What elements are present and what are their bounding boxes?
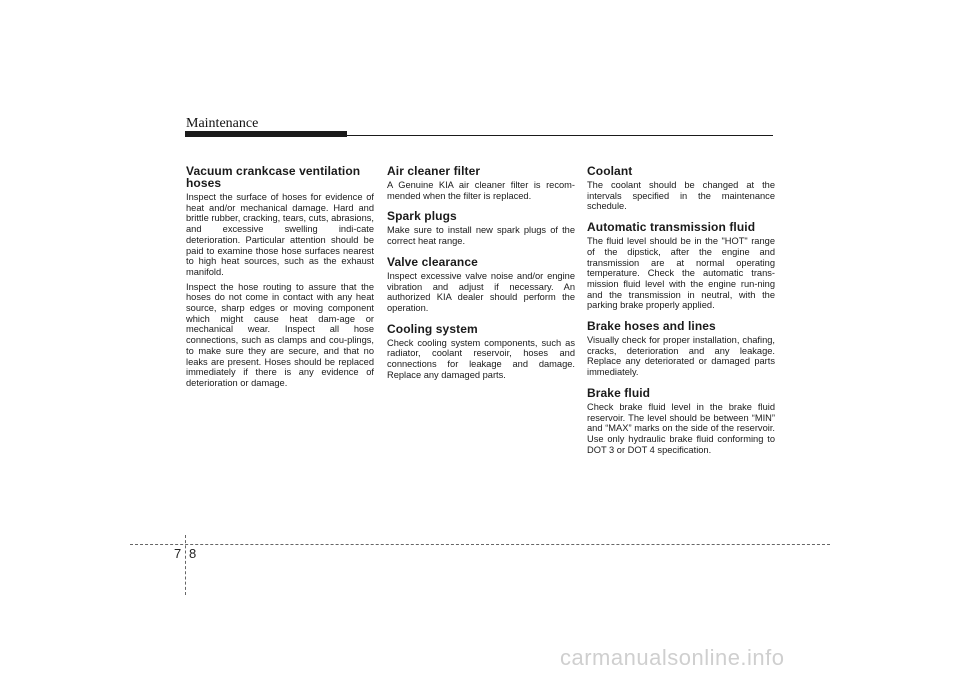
section-vacuum-hoses [186, 165, 374, 389]
section-spark-plugs [387, 210, 575, 246]
section-heading: Air cleaner filter [387, 164, 481, 178]
column-1 [186, 165, 374, 398]
section-heading: Coolant [587, 164, 633, 178]
section-paragraph: Check brake fluid level in the brake fluid reservoir. The level should be between “MIN” and “MAX” marks on the side of the reservoir. Use only hydraulic brake fluid conforming to DOT 3 or DOT 4 specification. [587, 401, 775, 455]
chapter-number: 7 [174, 546, 182, 561]
section-heading: Brake fluid [587, 385, 651, 400]
column-3 [587, 165, 775, 464]
section-paragraph: Inspect the surface of hoses for evidence of heat and/or mechanical damage. Hard and brittle rubber, cracking, tears, cuts, abrasions, and excessive swelling indi-cate deterioration. Particular attention should be paid to examine those hose surfaces nearest to high heat sources, such as the exhaust manifold. [186, 192, 374, 277]
footer-vertical-rule [185, 535, 186, 595]
page-number: 8 [189, 546, 197, 561]
section-paragraph: Visually check for proper installation, chafing, cracks, deterioration and any leakage. Replace any deteriorated or damaged parts immediately. [587, 335, 775, 378]
section-paragraph: The fluid level should be in the "HOT" range of the dipstick, after the engine and transmission are at normal operating temperature. Check the automatic trans-mission fluid level with the engine run-ning and the transmission in neutral, with the parking brake properly applied. [587, 236, 775, 311]
section-paragraph: Make sure to install new spark plugs of the correct heat range. [387, 225, 575, 247]
section-cooling-system [387, 323, 575, 381]
header-rule-thin [347, 135, 773, 136]
section-paragraph: A Genuine KIA air cleaner filter is recom-mended when the filter is replaced. [387, 180, 575, 201]
section-paragraph: Inspect the hose routing to assure that the hoses do not come in contact with any heat source, sharp edges or moving component which might cause heat dam-age or mechanical wear. Inspect all hose connections, such as clamps and cou-plings, to make sure they are secure, and that no leaks are present. Hoses should be replaced immediately if there is any evidence of deterioration or damage. [186, 281, 374, 388]
page-header-title: Maintenance [186, 116, 259, 131]
section-paragraph: Inspect excessive valve noise and/or engine vibration and adjust if necessary. An authorized KIA dealer should perform the operation. [387, 270, 575, 313]
section-heading: Brake hoses and lines [587, 319, 716, 334]
section-coolant [587, 165, 775, 212]
section-heading: Cooling system [387, 321, 478, 336]
header-rule-thick [185, 131, 347, 137]
section-paragraph: Check cooling system components, such as radiator, coolant reservoir, hoses and connections for leakage and damage. Replace any damaged parts. [387, 337, 575, 380]
section-brake-fluid [587, 387, 775, 456]
section-heading: Valve clearance [387, 254, 478, 269]
section-brake-hoses-and-lines [587, 320, 775, 378]
footer-dashed-rule [130, 544, 830, 545]
section-heading: Automatic transmission fluid [587, 220, 756, 235]
section-valve-clearance [387, 256, 575, 314]
section-automatic-transmission-fluid [587, 221, 775, 311]
section-heading: Spark plugs [387, 209, 457, 224]
watermark: carmanualsonline.info [560, 645, 785, 670]
section-heading: Vacuum crankcase ventilation hoses [186, 164, 361, 190]
column-2 [387, 165, 575, 389]
section-air-cleaner-filter [387, 165, 575, 201]
section-paragraph: The coolant should be changed at the intervals specified in the maintenance schedule. [587, 180, 775, 212]
